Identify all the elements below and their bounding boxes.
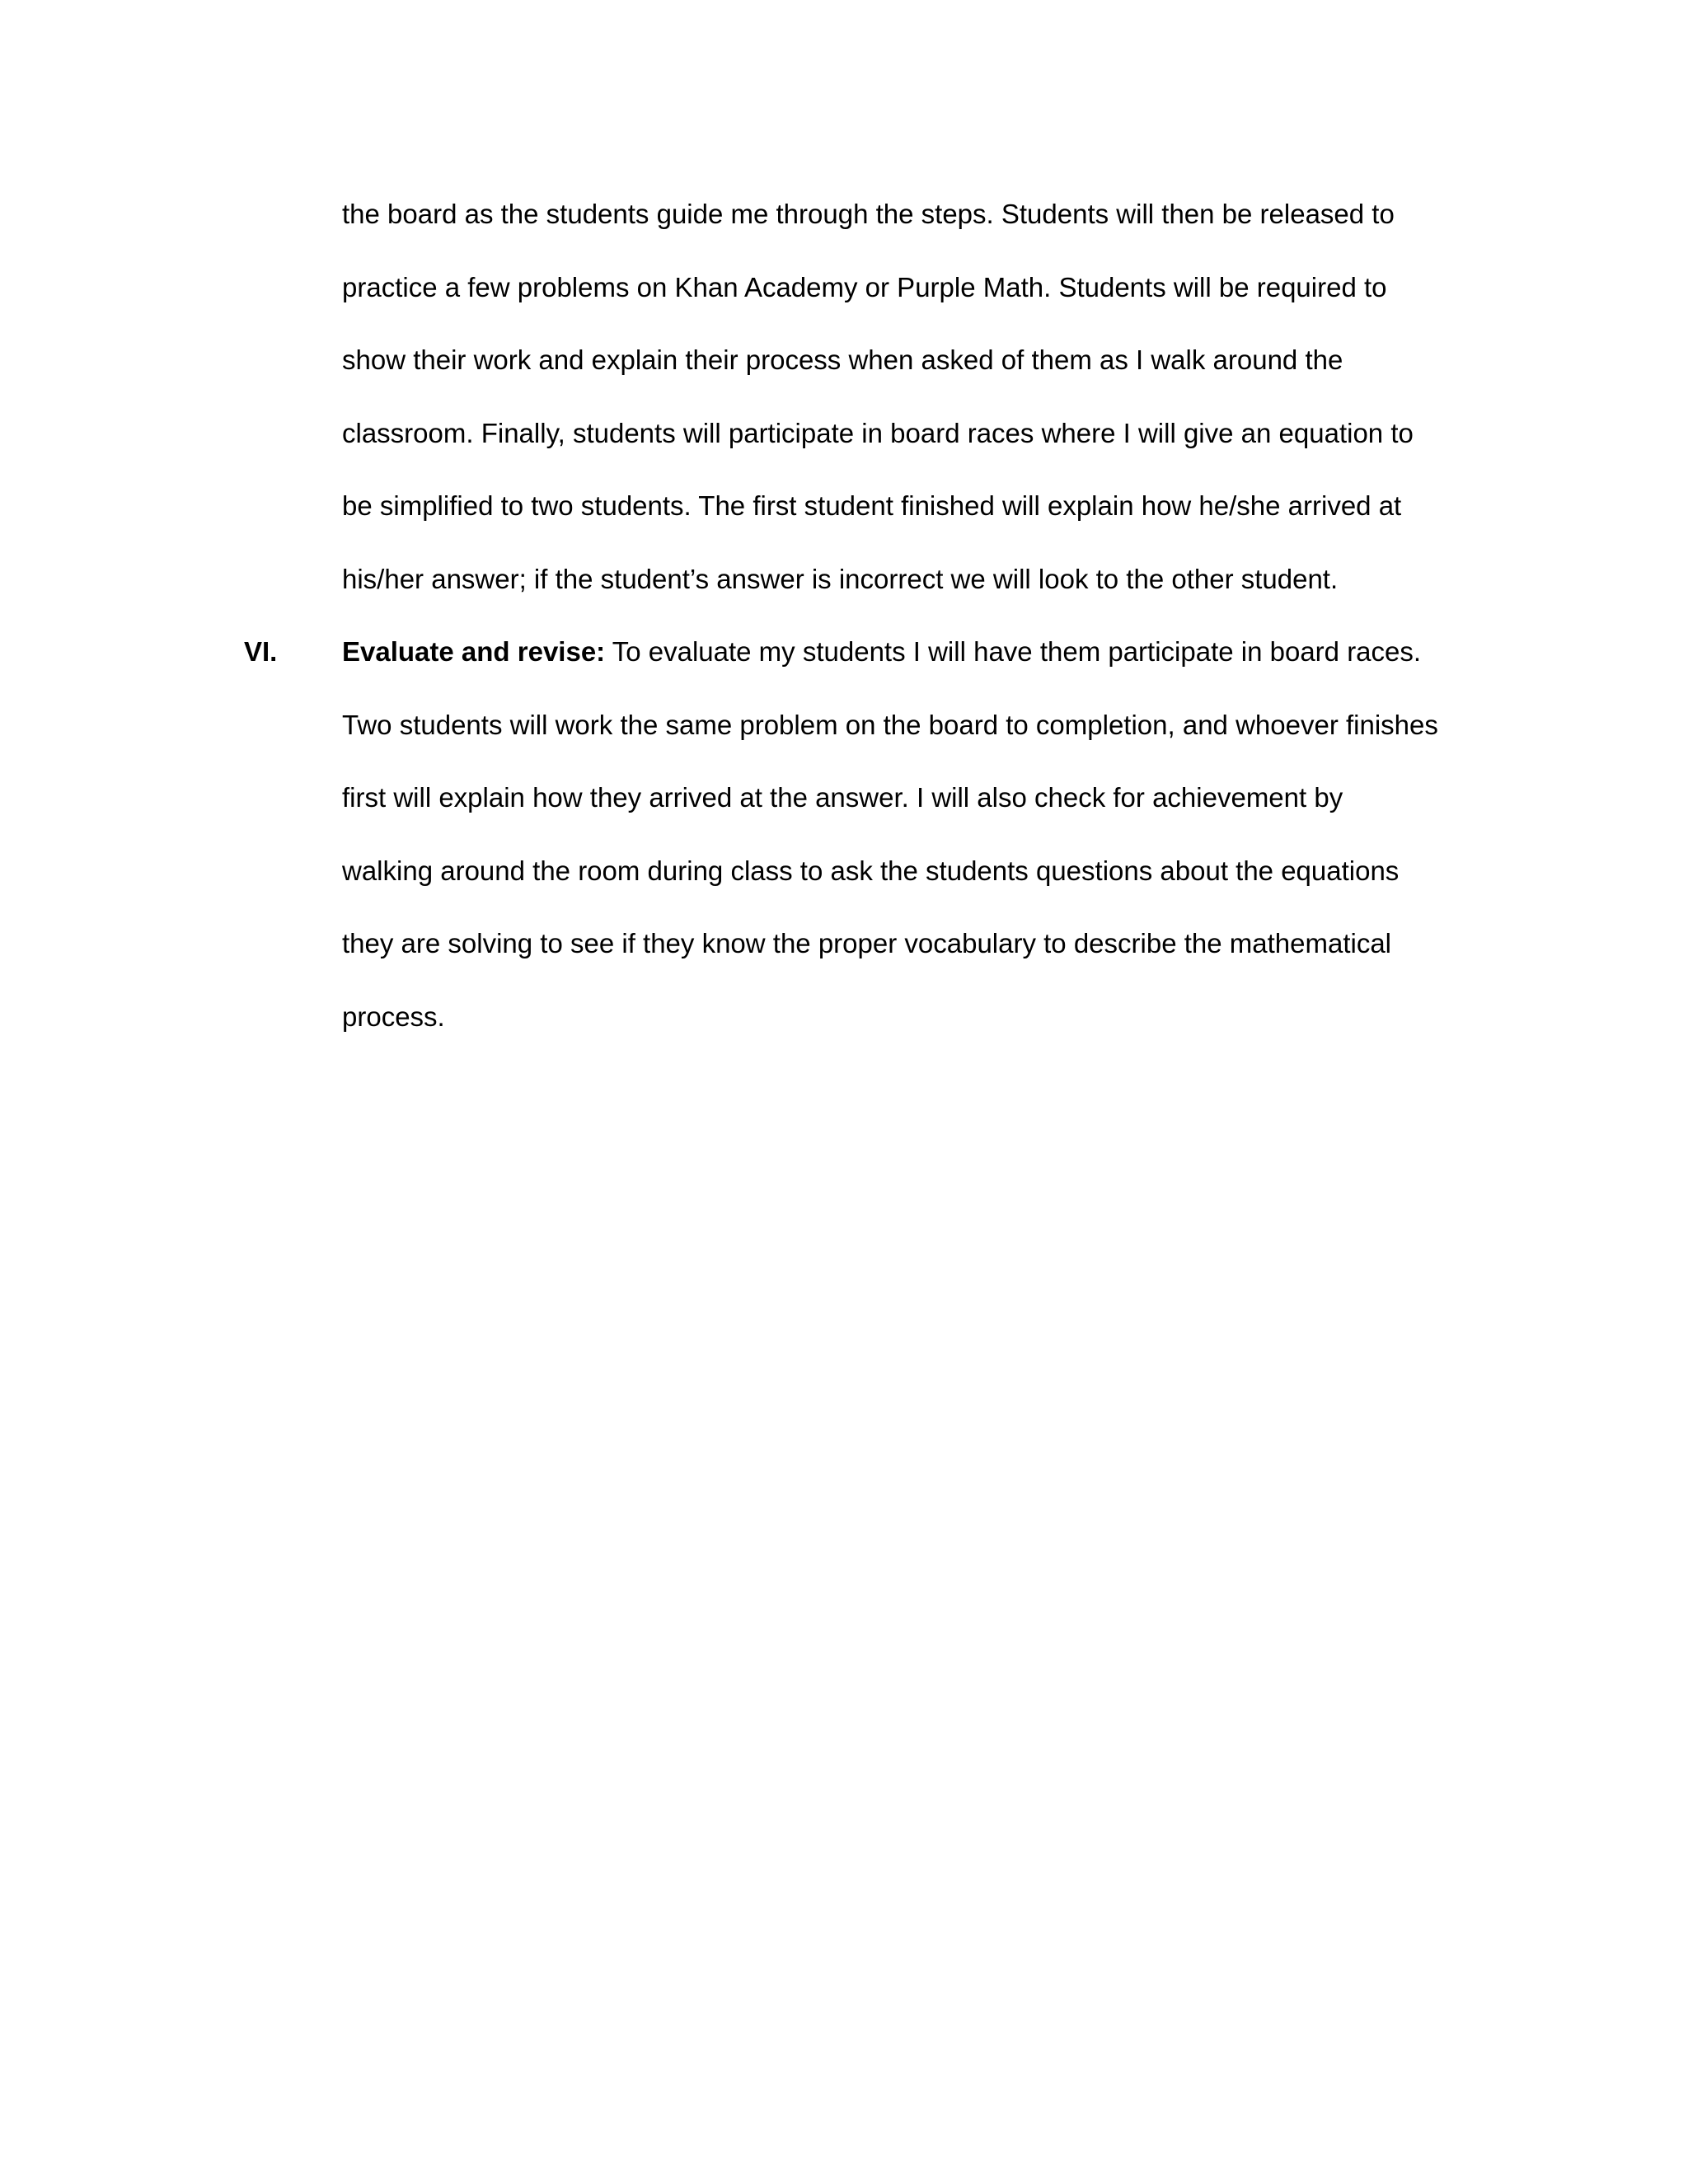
section-text-line: walking around the room during class to ask the students questions about the equations: [342, 855, 1400, 886]
body-text-line: be simplified to two students. The first student finished will explain how he/she arrived at: [342, 490, 1402, 521]
section-heading: Evaluate and revise:: [342, 636, 606, 667]
section-first-line: [342, 635, 1421, 668]
body-text-line: classroom. Finally, students will participate in board races where I will give an equation to: [342, 418, 1414, 448]
section-text-line: Two students will work the same problem on the board to completion, and whoever finishes: [342, 710, 1438, 740]
body-text-line: his/her answer; if the student’s answer is incorrect we will look to the other student.: [342, 564, 1339, 594]
section-first-line-text: To evaluate my students I will have them participate in board races.: [605, 636, 1422, 667]
section-text-line: first will explain how they arrived at the answer. I will also check for achievement by: [342, 782, 1343, 813]
section-text-line: they are solving to see if they know the proper vocabulary to describe the mathematical: [342, 928, 1392, 958]
section-numeral: VI.: [244, 636, 278, 667]
body-text-line: show their work and explain their process when asked of them as I walk around the: [342, 344, 1343, 375]
body-text-line: practice a few problems on Khan Academy or Purple Math. Students will be required to: [342, 272, 1387, 302]
section-text-line: process.: [342, 1001, 445, 1032]
body-text-line: the board as the students guide me through the steps. Students will then be released to: [342, 199, 1395, 229]
